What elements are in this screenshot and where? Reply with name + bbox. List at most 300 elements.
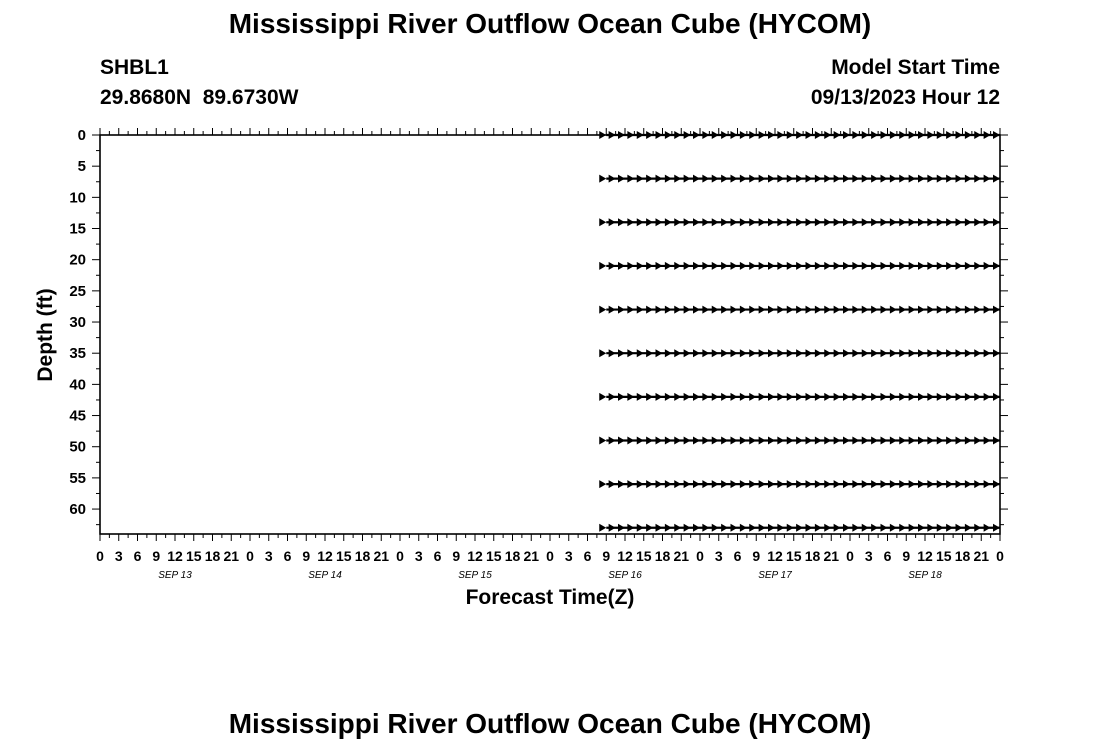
vector-arrowhead [918,349,925,357]
vector-arrowhead [852,175,859,183]
vector-arrowhead [956,524,963,532]
chart-title: Mississippi River Outflow Ocean Cube (HYCOM) [228,8,872,39]
vector-arrowhead [599,524,606,532]
vector-arrowhead [599,306,606,314]
vector-arrowhead [899,480,906,488]
x-tick-label: 9 [752,548,761,564]
vector-arrowhead [721,480,728,488]
vector-arrowhead [684,218,691,226]
vector-arrowhead [824,175,831,183]
vector-arrowhead [946,480,953,488]
vector-arrowhead [618,262,625,270]
vector-arrowhead [609,175,616,183]
vector-arrowhead [712,524,719,532]
vector-arrowhead [609,349,616,357]
vector-arrowhead [656,131,663,139]
vector-arrowhead [787,175,794,183]
vector-arrowhead [731,306,738,314]
x-tick-label: 18 [654,548,671,564]
x-tick-label: 18 [954,548,971,564]
vector-arrowhead [749,306,756,314]
vector-arrowhead [965,393,972,401]
vector-arrowhead [806,131,813,139]
x-tick-label: 9 [302,548,311,564]
vector-arrowhead [815,218,822,226]
vector-arrowhead [777,349,784,357]
vector-arrowhead [656,480,663,488]
vector-arrowhead [702,218,709,226]
vector-arrowhead [918,262,925,270]
vector-arrowhead [627,306,634,314]
vector-arrowhead [618,436,625,444]
station-id: SHBL1 [100,56,169,79]
vector-arrowhead [946,436,953,444]
vector-arrowhead [721,436,728,444]
vector-arrowhead [918,436,925,444]
x-tick-label: 12 [167,548,183,564]
vector-arrowhead [721,218,728,226]
vector-arrowhead [974,349,981,357]
vector-arrowhead [956,262,963,270]
vector-arrowhead [965,262,972,270]
vector-arrowhead [749,524,756,532]
vector-arrowhead [627,524,634,532]
y-tick-label: 10 [69,189,86,207]
vector-arrowhead [599,262,606,270]
vector-arrowhead [974,480,981,488]
x-tick-label: 9 [602,548,611,564]
vector-arrowhead [824,436,831,444]
vector-arrowhead [627,393,634,401]
vector-arrowhead [599,349,606,357]
vector-arrowhead [731,436,738,444]
vector-arrowhead [937,480,944,488]
vector-arrowhead [890,393,897,401]
axis-labels [34,288,634,609]
vector-arrowhead [609,262,616,270]
vector-arrowhead [862,306,869,314]
vector-arrowhead [768,306,775,314]
vector-arrowhead [927,349,934,357]
y-tick-label: 55 [69,469,86,487]
vector-arrowhead [899,306,906,314]
x-tick-label: 21 [223,548,240,564]
vector-arrowhead [796,393,803,401]
vector-arrowhead [965,306,972,314]
vector-arrowhead [646,262,653,270]
vector-arrowhead [749,436,756,444]
vector-arrowhead [702,480,709,488]
vector-arrowhead [974,306,981,314]
vector-arrowhead [740,306,747,314]
vector-arrowhead [871,349,878,357]
vector-arrowhead [881,393,888,401]
vector-arrowhead [862,480,869,488]
x-tick-label: 15 [335,548,352,564]
vector-arrowhead [918,218,925,226]
vector-arrowhead [674,436,681,444]
vector-arrowhead [909,524,916,532]
vector-arrowhead [721,175,728,183]
vector-arrowhead [871,262,878,270]
vector-arrowhead [974,131,981,139]
x-tick-label: 3 [414,548,423,564]
vector-arrowhead [712,349,719,357]
vector-arrowhead [909,306,916,314]
vector-arrowhead [759,480,766,488]
vector-arrowhead [787,436,794,444]
vector-arrowhead [684,131,691,139]
vector-arrowhead [721,349,728,357]
vector-arrowhead [768,131,775,139]
vector-arrowhead [909,393,916,401]
vector-arrowhead [993,349,1000,357]
vector-arrowhead [965,175,972,183]
vector-arrowhead [740,436,747,444]
vector-arrowhead [815,306,822,314]
vector-arrowhead [609,436,616,444]
vector-arrowhead [843,131,850,139]
vector-arrowhead [609,131,616,139]
vector-arrowhead [740,524,747,532]
x-tick-label: 3 [714,548,723,564]
x-tick-label: 15 [785,548,802,564]
vector-arrowhead [974,393,981,401]
next-chart-title: Mississippi River Outflow Ocean Cube (HYCOM) [228,708,872,739]
vector-arrowhead [852,131,859,139]
vector-arrowhead [656,393,663,401]
vector-arrowhead [702,306,709,314]
vector-arrowhead [787,393,794,401]
vector-arrowhead [759,349,766,357]
vector-arrowhead [852,480,859,488]
x-tick-label: 0 [696,548,704,564]
vector-arrowhead [899,393,906,401]
vector-arrowhead [665,349,672,357]
vector-arrowhead [815,349,822,357]
y-axis-label: Depth (ft) [34,288,57,382]
vector-arrowhead [881,436,888,444]
vector-arrowhead [618,175,625,183]
vector-arrowhead [806,175,813,183]
vector-arrowhead [984,349,991,357]
vector-arrowhead [721,131,728,139]
vector-arrowhead [843,524,850,532]
vector-arrowhead [627,175,634,183]
vector-arrowhead [974,524,981,532]
vector-arrowhead [749,131,756,139]
x-tick-label: 18 [804,548,821,564]
vector-arrowhead [993,218,1000,226]
vector-arrowhead [946,262,953,270]
vector-arrowhead [627,131,634,139]
vector-arrowhead [646,436,653,444]
x-tick-label: 21 [823,548,840,564]
vector-arrowhead [684,393,691,401]
vector-arrowhead [777,262,784,270]
x-tick-label: 9 [452,548,461,564]
vector-arrowhead [881,175,888,183]
vector-arrowhead [843,480,850,488]
vector-arrowhead [965,524,972,532]
vector-arrowhead [740,175,747,183]
x-tick-label: 3 [114,548,123,564]
vector-arrowhead [909,480,916,488]
vector-arrowhead [871,131,878,139]
vector-arrowhead [731,349,738,357]
x-tick-label: 0 [996,548,1004,564]
y-tick-label: 40 [69,376,86,394]
vector-arrowhead [834,131,841,139]
x-tick-label: 15 [935,548,952,564]
y-tick-label: 5 [77,158,86,176]
vector-arrowhead [665,175,672,183]
y-tick-label: 15 [69,220,86,238]
vector-arrowhead [815,524,822,532]
vector-arrowhead [918,131,925,139]
vector-arrowhead [627,349,634,357]
vector-arrowhead [927,306,934,314]
x-tick-label: 0 [396,548,404,564]
vector-arrowhead [937,349,944,357]
vector-arrowhead [815,436,822,444]
x-tick-label: 12 [467,548,483,564]
vector-arrowhead [852,306,859,314]
vector-arrowhead [984,262,991,270]
vector-arrowhead [806,262,813,270]
vector-arrowhead [599,436,606,444]
vector-arrowhead [946,131,953,139]
vector-arrowhead [759,262,766,270]
vector-arrowhead [815,175,822,183]
vector-arrowhead [702,436,709,444]
y-tick-label: 20 [69,251,86,269]
vector-arrowhead [712,480,719,488]
vector-arrowhead [890,306,897,314]
vector-arrowhead [890,480,897,488]
vector-arrowhead [824,349,831,357]
vector-arrowhead [674,393,681,401]
vector-arrowhead [627,218,634,226]
vector-arrowhead [787,349,794,357]
vector-arrowhead [852,262,859,270]
model-start-time: 09/13/2023 Hour 12 [810,86,1000,109]
vector-arrowhead [984,131,991,139]
vector-arrowhead [993,262,1000,270]
vector-arrowhead [702,131,709,139]
vector-arrowhead [712,218,719,226]
vector-arrowhead [656,306,663,314]
vector-arrowhead [656,524,663,532]
vector-arrowhead [768,262,775,270]
vector-arrowhead [956,131,963,139]
vector-arrowhead [806,436,813,444]
x-tick-label: 21 [673,548,690,564]
vector-arrowhead [618,218,625,226]
x-tick-label: 6 [283,548,292,564]
x-tick-label: 15 [185,548,202,564]
vector-arrowhead [909,131,916,139]
vector-arrowhead [852,349,859,357]
vector-arrowhead [684,306,691,314]
vector-arrowhead [637,131,644,139]
vector-arrowhead [693,306,700,314]
vector-arrowhead [946,306,953,314]
vector-arrowhead [956,218,963,226]
vector-arrowhead [759,393,766,401]
vector-arrowhead [656,436,663,444]
vector-arrowhead [974,175,981,183]
vector-arrowhead [637,524,644,532]
vector-arrowhead [674,480,681,488]
x-tick-label: 0 [96,548,104,564]
vector-arrowhead [618,131,625,139]
vector-arrowhead [627,262,634,270]
y-tick-label: 0 [77,127,86,144]
vector-arrowhead [806,349,813,357]
vector-arrowhead [777,131,784,139]
vector-arrowhead [684,480,691,488]
vector-arrowhead [618,524,625,532]
vector-arrowhead [796,218,803,226]
vector-arrowhead [712,436,719,444]
vector-arrowhead [815,393,822,401]
x-tick-label: 18 [504,548,521,564]
vector-arrowhead [637,262,644,270]
vector-arrowhead [946,349,953,357]
vector-arrowhead [956,436,963,444]
vector-arrowhead [834,524,841,532]
vector-arrowhead [862,218,869,226]
vector-arrowhead [787,218,794,226]
vector-arrowhead [881,480,888,488]
vector-arrowhead [871,393,878,401]
vector-arrowhead [852,524,859,532]
vector-arrowhead [646,131,653,139]
vector-arrowhead [862,436,869,444]
x-tick-label: 15 [635,548,652,564]
vector-arrowhead [674,262,681,270]
vector-arrowhead [787,131,794,139]
vector-arrowhead [777,524,784,532]
vector-arrowhead [871,175,878,183]
vector-arrowhead [946,218,953,226]
x-tick-label: 0 [246,548,254,564]
vector-arrowhead [693,131,700,139]
vector-arrowhead [843,306,850,314]
vector-arrowhead [824,262,831,270]
vector-arrowhead [665,262,672,270]
vector-arrowhead [599,175,606,183]
vector-arrowhead [693,218,700,226]
vector-arrowhead [646,306,653,314]
vector-arrowhead [740,349,747,357]
vector-arrowhead [862,349,869,357]
vector-arrowhead [768,218,775,226]
vector-arrowhead [843,262,850,270]
vector-arrowhead [899,131,906,139]
y-tick-label: 25 [69,282,86,300]
vector-arrowhead [918,480,925,488]
vector-arrowhead [768,524,775,532]
vector-arrowhead [918,175,925,183]
vector-arrowhead [806,524,813,532]
vector-arrowhead [984,306,991,314]
vector-arrowhead [834,480,841,488]
vector-arrowhead [890,524,897,532]
vector-arrowhead [721,393,728,401]
date-label: SEP 14 [308,570,342,581]
vector-arrowhead [759,524,766,532]
vector-arrowhead [599,480,606,488]
vector-arrowhead [796,480,803,488]
vector-arrowhead [918,393,925,401]
vector-arrowhead [871,218,878,226]
vector-arrowhead [777,175,784,183]
y-tick-label: 50 [69,438,86,456]
vector-arrowhead [965,131,972,139]
current-vectors [599,131,1000,532]
vector-arrowhead [890,262,897,270]
vector-arrowhead [759,306,766,314]
vector-arrowhead [909,262,916,270]
vector-arrowhead [843,436,850,444]
vector-arrowhead [862,262,869,270]
vector-arrowhead [946,524,953,532]
vector-arrowhead [674,218,681,226]
vector-arrowhead [618,393,625,401]
vector-arrowhead [712,262,719,270]
vector-arrowhead [899,349,906,357]
vector-arrowhead [721,262,728,270]
vector-arrowhead [665,218,672,226]
vector-arrowhead [974,262,981,270]
x-tick-label: 3 [864,548,873,564]
vector-arrowhead [693,175,700,183]
vector-arrowhead [693,262,700,270]
vector-arrowhead [993,306,1000,314]
vector-arrowhead [815,480,822,488]
vector-arrowhead [796,262,803,270]
vector-arrowhead [777,480,784,488]
vector-arrowhead [918,306,925,314]
vector-arrowhead [899,436,906,444]
vector-arrowhead [609,480,616,488]
x-tick-label: 12 [617,548,633,564]
vector-arrowhead [731,262,738,270]
vector-arrowhead [927,218,934,226]
vector-arrowhead [862,393,869,401]
vector-arrowhead [740,393,747,401]
vector-arrowhead [834,262,841,270]
vector-arrowhead [627,436,634,444]
vector-arrowhead [927,131,934,139]
vector-arrowhead [702,262,709,270]
y-tick-label: 30 [69,314,86,332]
vector-arrowhead [909,436,916,444]
vector-arrowhead [749,349,756,357]
vector-arrowhead [956,480,963,488]
vector-arrowhead [693,524,700,532]
vector-arrowhead [927,480,934,488]
vector-arrowhead [637,480,644,488]
x-tick-label: 18 [354,548,371,564]
vector-arrowhead [899,175,906,183]
vector-arrowhead [824,480,831,488]
x-tick-label: 21 [973,548,990,564]
vector-arrowhead [665,131,672,139]
x-tick-label: 6 [133,548,142,564]
